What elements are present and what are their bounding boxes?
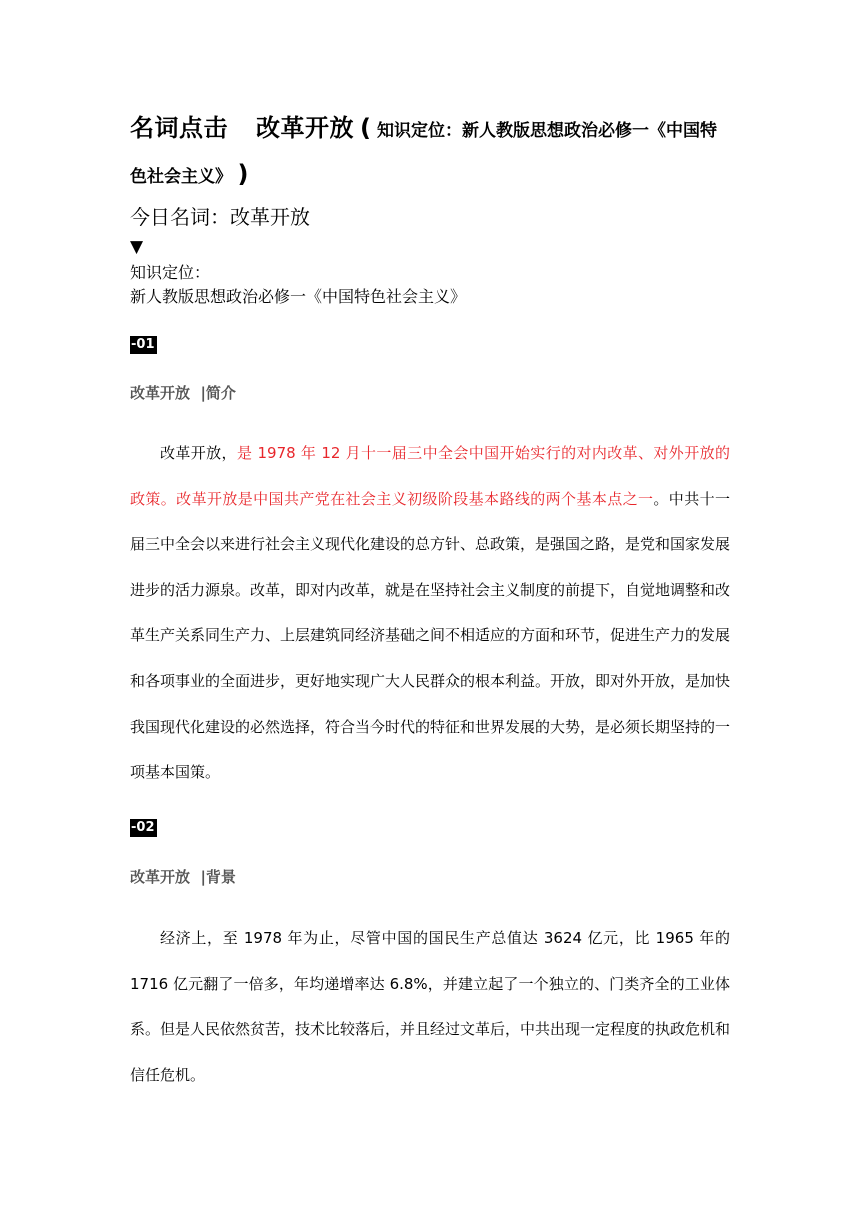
title-location-line2: 色社会主义》 [130, 167, 224, 187]
knowledge-label: 知识定位： [130, 263, 211, 282]
section-heading-intro: 改革开放 |简介 [130, 384, 236, 402]
knowledge-text: 新人教版思想政治必修一《中国特色社会主义》 [130, 287, 467, 306]
section-badge-02: -02 [131, 820, 155, 835]
title-main: 改革开放 [256, 114, 354, 142]
title-open-paren: ( [360, 114, 371, 142]
down-triangle-icon: ▼ [130, 237, 144, 257]
section-paragraph-intro [130, 431, 730, 796]
section-heading-background: 改革开放 |背景 [130, 868, 236, 886]
title-line-2 [130, 157, 730, 194]
title-prefix: 名词点击 [130, 114, 228, 142]
title-close-paren: ) [237, 160, 249, 188]
today-term: 今日名词：改革开放 [130, 205, 310, 229]
title-line-1 [130, 110, 730, 149]
section-paragraph-background: 经济上，至 1978 年为止，尽管中国的国民生产总值达 3624 亿元，比 1965 年的 1716 亿元翻了一倍多，年均递增率达 6.8%，并建立起了一个独立的、门类齐全的工业体系。但是人民依然贫苦，技术比较落后，并且经过文革后，中共出现一定程度的执政危机和信任危机。 [130, 929, 731, 1084]
para-lead: 改革开放， [160, 444, 237, 462]
title-location-line1: 知识定位：新人教版思想政治必修一《中国特 [376, 121, 717, 141]
para-body: 。中共十一届三中全会以来进行社会主义现代化建设的总方针、总政策，是强国之路，是党和国家发展进步的活力源泉。改革，即对内改革，就是在坚持社会主义制度的前提下，自觉地调整和改革生产关系同生产力、上层建筑同经济基础之间不相适应的方面和环节，促进生产力的发展和各项事业的全面进步，更好地实现广大人民群众的根本利益。开放，即对外开放，是加快我国现代化建设的必然选择，符合当今时代的特征和世界发展的大势，是必须长期坚持的一项基本国策。 [130, 489, 731, 782]
para-highlight: 是 1978 年 12 月十一届三中全会中国开始实行的对内改革、对外开放的政策。改革开放是中国共产党在社会主义初级阶段基本路线的两个基本点之一 [130, 444, 730, 508]
section-badge-01: -01 [131, 337, 155, 352]
